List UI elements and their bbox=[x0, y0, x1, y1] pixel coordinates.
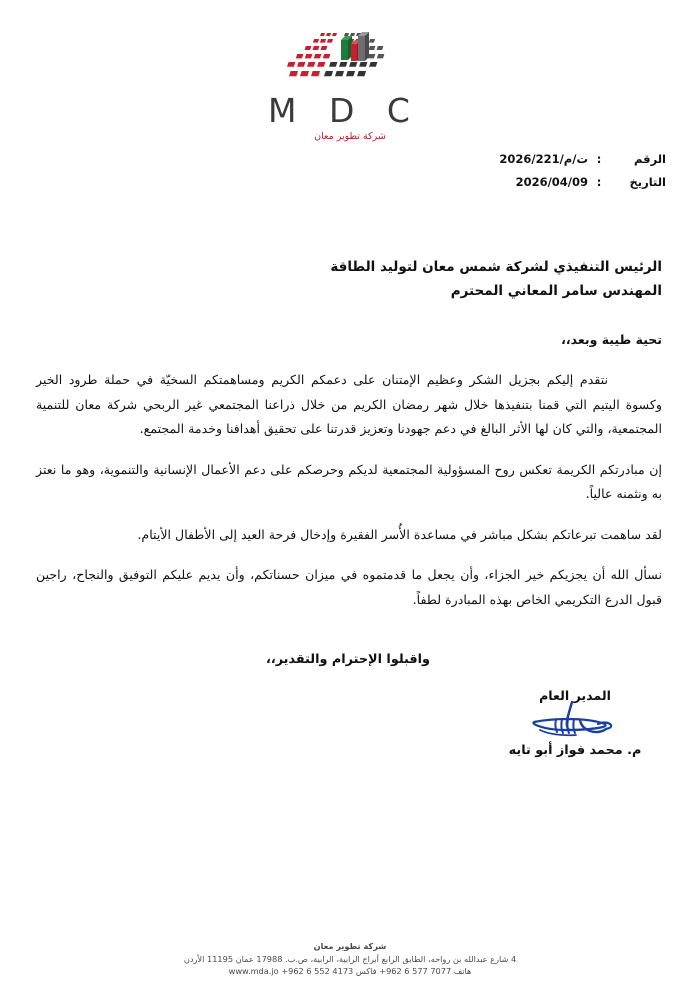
mdc-perspective-grid-logo-icon bbox=[287, 28, 413, 90]
footer-website[interactable]: www.mda.jo bbox=[228, 966, 279, 976]
footer-phone-label: هاتف bbox=[453, 966, 472, 976]
body-paragraph-1: نتقدم إليكم بجزيل الشكر وعظيم الإمتنان على دعمكم الكريم ومساهمتكم السخيّة في حملة طرود الخير وكسوة اليتيم التي قمنا بتنفيذها خلال شهر رمضان الكريم من خلال ذراعنا المجتمعي غير الربحي شركة معان للتنمية المجتمعية، والتي كان لها الأثر البالغ في دعم جهودنا وتعزيز قدرتنا على تحقيق أهدافنا وخدمة المجتمع. bbox=[36, 372, 662, 437]
signatory-title: المدير العام bbox=[539, 688, 611, 703]
body-paragraph-4: نسأل الله أن يجزيكم خير الجزاء، وأن يجعل ما قدمتموه في ميزان حسناتكم، وأن يديم عليكم التوفيق والنجاح، راجين قبول الدرع التكريمي الخاص بهذه المبادرة لطفاً. bbox=[36, 567, 662, 607]
logo-subtitle: شركة تطوير معان bbox=[314, 131, 386, 142]
footer-company-name: شركة تطوير معان bbox=[313, 941, 387, 951]
reference-colon: : bbox=[596, 152, 602, 166]
reference-label: الرقم bbox=[634, 152, 666, 166]
page-footer bbox=[0, 941, 700, 976]
closing-line: واقبلوا الإحترام والتقدير،، bbox=[265, 652, 431, 667]
date-row bbox=[416, 175, 666, 189]
body-paragraph-3: لقد ساهمت تبرعاتكم بشكل مباشر في مساعدة الأُسر الفقيرة وإدخال فرحة العيد إلى الأطفال الأيتام. bbox=[137, 526, 662, 542]
footer-contact-line bbox=[0, 966, 700, 976]
recipient-block bbox=[34, 256, 662, 303]
body-paragraph-2: إن مبادرتكم الكريمة تعكس روح المسؤولية المجتمعية لديكم وحرصكم على دعم الأعمال الإنسانية والتنموية، وهو ما نعتز به ونثمنه عالياً. bbox=[36, 461, 662, 502]
date-value: 2026/04/09 bbox=[515, 175, 588, 189]
reference-row bbox=[416, 152, 666, 166]
signature-block bbox=[450, 688, 700, 758]
date-colon: : bbox=[596, 175, 602, 189]
recipient-line-2: المهندس سامر المعاني المحترم bbox=[450, 282, 662, 299]
footer-address: 4 شارع عبدالله بن رواحه، الطابق الرابع أبراج الرابية، الرابية، ص.ب. 17988 عمان 11195 الأردن bbox=[183, 954, 517, 964]
logo-wordmark: M D C bbox=[268, 91, 421, 130]
company-logo bbox=[268, 28, 432, 142]
letter-meta-block bbox=[416, 152, 666, 198]
recipient-line-1: الرئيس التنفيذي لشركة شمس معان لتوليد الطاقة bbox=[330, 259, 662, 275]
footer-fax-label: فاكس bbox=[355, 966, 377, 976]
date-label: التاريخ bbox=[629, 175, 666, 189]
signatory-name: م. محمد فواز أبو تايه bbox=[508, 743, 642, 758]
greeting-line: تحية طيبة وبعد،، bbox=[561, 332, 662, 347]
reference-value: ت/م/2026/221 bbox=[499, 152, 588, 166]
letter-body bbox=[36, 368, 662, 628]
footer-phone-number: +962 6 577 7077 bbox=[379, 966, 452, 976]
footer-fax-number: +962 6 552 4173 bbox=[281, 966, 354, 976]
letterhead bbox=[0, 28, 700, 143]
handwritten-signature-icon bbox=[450, 700, 700, 744]
